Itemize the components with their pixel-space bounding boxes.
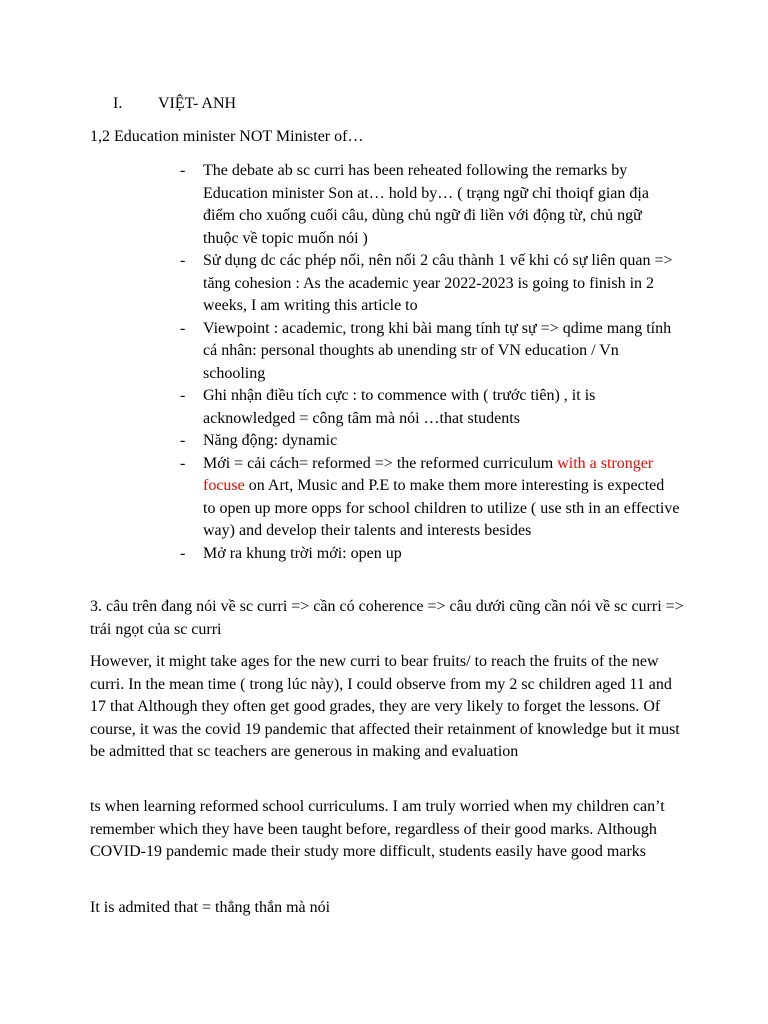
paragraph-however: However, it might take ages for the new curri to bear fruits/ to reach the fruits of the new curri. In the mean time ( trong lúc này), I could observe from my 2 sc children aged 11 and 17 that Although they often get good grades, they are very likely to forget the lessons. Of course, it was the covid 19 pandemic that affected their retainment of knowledge but it must be admitted that sc teachers are generous in making and evaluation: [90, 653, 680, 760]
highlighted-text: with a stronger focuse: [203, 454, 654, 494]
heading-title: VIỆT- ANH: [158, 95, 237, 112]
bullet-dash: -: [180, 432, 186, 449]
list-item-text: The debate ab sc curri has been reheated following the remarks by Education minister Son at… hold by… ( trạng ngữ chỉ thoiqf gian địa điểm cho xuống cuối câu, dùng chủ ngữ đi liền với động từ, chủ ngữ thuộc về topic muốn nói ): [203, 162, 649, 247]
list-item: [180, 453, 680, 543]
bullet-dash: -: [180, 252, 186, 269]
list-item-text: Viewpoint : academic, trong khi bài mang tính tự sự => qdime mang tính cá nhân: personal thoughts ab unending str of VN education / Vn schooling: [203, 319, 672, 382]
list-item-text: Mở ra khung trời mới: open up: [203, 544, 402, 562]
list-item-text: Ghi nhận điều tích cực : to commence with ( trước tiên) , it is acknowledged = công tâm mà nói …that students: [203, 387, 596, 427]
list-item: [180, 318, 680, 386]
list-item: [180, 543, 680, 566]
bullet-dash: -: [180, 319, 186, 337]
paragraph-admitted: It is admited that = thẳng thắn mà nói: [90, 899, 331, 916]
bullet-dash: -: [180, 162, 186, 179]
list-item-text-part1: Mới = cải cách= reformed => the reformed curriculum: [203, 454, 558, 472]
paragraph-continuation: ts when learning reformed school curriculums. I am truly worried when my children can’t remember which they have been taught before, regardless of their good marks. Although COVID-19 pandemic made their study more difficult, students easily have good marks: [90, 798, 665, 860]
list-item-text: Sử dụng dc các phép nối, nên nối 2 câu thành 1 vế khi có sự liên quan => tăng cohesion : As the academic year 2022-2023 is going to finish in 2 weeks, I am writing this article to: [203, 252, 673, 314]
list-item: [180, 385, 680, 430]
list-item: [180, 160, 680, 250]
bullet-dash: -: [180, 544, 186, 562]
section-heading: [0, 93, 768, 116]
list-item: [180, 430, 680, 453]
list-item-text-part2: on Art, Music and P.E to make them more interesting is expected to open up more opps for school children to utilize ( use sth in an effective way) and develop their talents and interests besides: [203, 477, 680, 539]
list-item: [180, 250, 680, 318]
bullet-dash: -: [180, 387, 186, 404]
bullet-list: [180, 160, 680, 565]
paragraph-coherence: 3. câu trên đang nói về sc curri => cần có coherence => câu dưới cũng cần nói về sc curri => trái ngọt của sc curri: [90, 598, 684, 638]
intro-line: 1,2 Education minister NOT Minister of…: [90, 128, 364, 145]
list-item-text: Năng động: dynamic: [203, 432, 338, 449]
bullet-dash: -: [180, 454, 186, 472]
heading-number: I.: [113, 95, 123, 112]
